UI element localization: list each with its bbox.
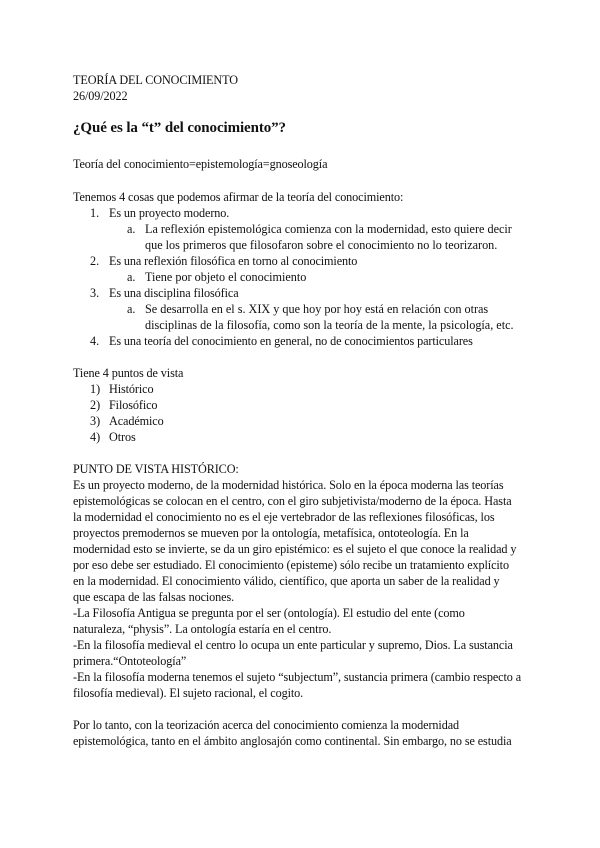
list-item: Es una reflexión filosófica en torno al conocimiento	[109, 254, 358, 268]
paragraph-line: -La Filosofía Antigua se pregunta por el ser (ontología). El estudio del ente (como	[73, 606, 465, 620]
view-number: 1)	[90, 382, 101, 396]
paragraph-line: Por lo tanto, con la teorización acerca del conocimiento comienza la modernidad	[73, 718, 459, 732]
paragraph-line: por eso debe ser estudiado. El conocimiento (episteme) sólo recibe un tratamiento explícito	[73, 558, 509, 572]
view-number: 3)	[90, 414, 101, 428]
view-item: Histórico	[109, 382, 154, 396]
list-number: 4.	[90, 334, 100, 348]
section-heading: ¿Qué es la “t” del conocimiento”?	[73, 120, 286, 136]
view-item: Filosófico	[109, 398, 158, 412]
paragraph-line: primera.“Ontoteología”	[73, 654, 187, 668]
document-date: 26/09/2022	[73, 89, 128, 103]
list-item: Es una disciplina filosófica	[109, 286, 239, 300]
sublist-item: La reflexión epistemológica comienza con la modernidad, esto quiere decir	[145, 222, 512, 236]
sublist-letter: a.	[127, 222, 136, 236]
list-number: 1.	[90, 206, 100, 220]
list-item: Es un proyecto moderno.	[109, 206, 230, 220]
view-number: 4)	[90, 430, 101, 444]
list-item: Es una teoría del conocimiento en general, no de conocimientos particulares	[109, 334, 473, 348]
paragraph-line: la modernidad el conocimiento no es el eje vertebrador de las reflexiones filosóficas, los	[73, 510, 495, 524]
paragraph-line: en la modernidad. El conocimiento válido, científico, que aporta un saber de la realidad y	[73, 574, 500, 588]
definition-line: Teoría del conocimiento=epistemología=gnoseología	[73, 157, 328, 171]
paragraph-line: naturaleza, “physis”. La ontología estaría en el centro.	[73, 622, 332, 636]
list-number: 3.	[90, 286, 100, 300]
view-item: Otros	[109, 430, 136, 444]
paragraph-line: que escapa de las falsas nociones.	[73, 590, 235, 604]
paragraph-line: -En la filosofía moderna tenemos el sujeto “subjectum”, sustancia primera (cambio respecto a	[73, 670, 522, 684]
view-item: Académico	[109, 414, 164, 428]
paragraph-line: epistemológicas se colocan en el centro, con el giro subjetivista/moderno de la época. Hasta	[73, 494, 512, 508]
paragraph-line: epistemológica, tanto en el ámbito anglosajón como continental. Sin embargo, no se estudia	[73, 734, 512, 748]
sublist-letter: a.	[127, 270, 136, 284]
section-title: PUNTO DE VISTA HISTÓRICO:	[73, 462, 239, 476]
paragraph-line: proyectos premodernos se mueven por la ontología, metafísica, ontoteología. En la	[73, 526, 469, 540]
paragraph-line: Es un proyecto moderno, de la modernidad histórica. Solo en la época moderna las teorías	[73, 478, 504, 492]
sublist-item: disciplinas de la filosofía, como son la teoría de la mente, la psicología, etc.	[145, 318, 514, 332]
sublist-letter: a.	[127, 302, 136, 316]
view-number: 2)	[90, 398, 101, 412]
paragraph-line: -En la filosofía medieval el centro lo ocupa un ente particular y supremo, Dios. La sustancia	[73, 638, 513, 652]
list-number: 2.	[90, 254, 100, 268]
paragraph-line: filosofía medieval). El sujeto racional, el cogito.	[73, 686, 304, 700]
sublist-item: Se desarrolla en el s. XIX y que hoy por hoy está en relación con otras	[145, 302, 489, 316]
paragraph-line: modernidad esto se invierte, se da un giro epistémico: es el sujeto el que conoce la realidad y	[73, 542, 517, 556]
sublist-item: que los primeros que filosofaron sobre el conocimiento no lo teorizaron.	[145, 238, 498, 252]
views-intro: Tiene 4 puntos de vista	[73, 366, 184, 380]
sublist-item: Tiene por objeto el conocimiento	[145, 270, 307, 284]
intro-line: Tenemos 4 cosas que podemos afirmar de la teoría del conocimiento:	[73, 190, 404, 204]
document-title: TEORÍA DEL CONOCIMIENTO	[73, 73, 238, 87]
